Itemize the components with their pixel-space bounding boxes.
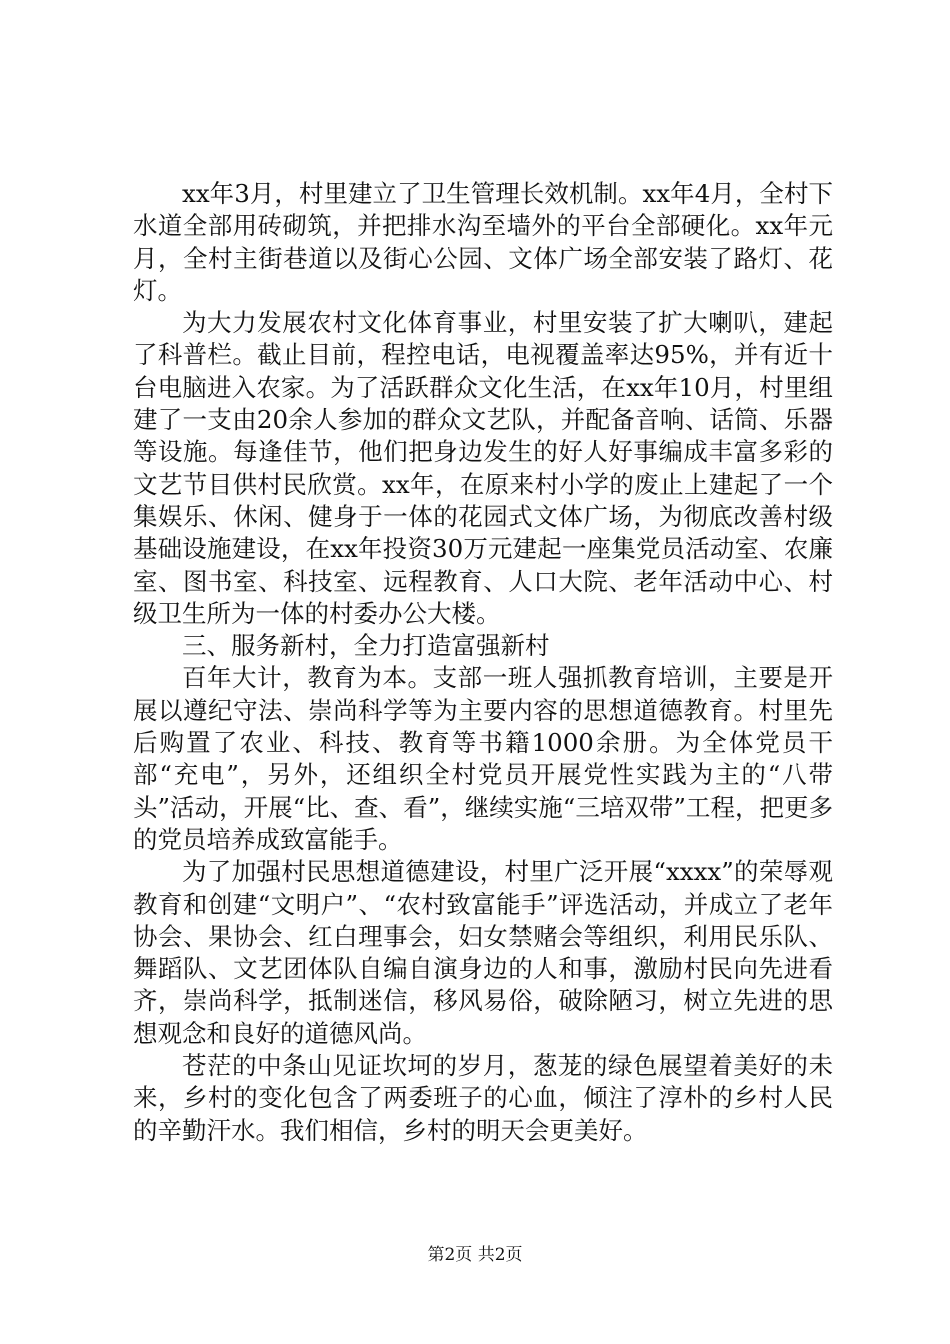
- paragraph-education: 百年大计，教育为本。支部一班人强抓教育培训，主要是开展以遵纪守法、崇尚科学等为主要内容的思想道德教育。村里先后购置了农业、科技、教育等书籍1000余册。为全体党员干部“充电”，另外，还组织全村党员开展党性实践为主的“八带头”活动，开展“比、查、看”，继续实施“三培双带”工程，把更多的党员培养成致富能手。: [133, 663, 833, 854]
- paragraph-sanitation: xx年3月，村里建立了卫生管理长效机制。xx年4月，全村下水道全部用砖砌筑，并把排水沟至墙外的平台全部硬化。xx年元月，全村主街巷道以及街心公园、文体广场全部安装了路灯、花灯。: [133, 179, 833, 305]
- page-number-label: 第2页 共2页: [427, 1245, 523, 1265]
- section-heading-3: 三、服务新村，全力打造富强新村: [182, 631, 550, 661]
- document-body: [133, 178, 833, 1147]
- paragraph-moral-building: 为了加强村民思想道德建设，村里广泛开展“xxxx”的荣辱观教育和创建“文明户”、“农村致富能手”评选活动，并成立了老年协会、果协会、红白理事会，妇女禁赌会等组织，利用民乐队、舞蹈队、文艺团体队自编自演身边的人和事，激励村民向先进看齐，崇尚科学，抵制迷信，移风易俗，破除陋习，树立先进的思想观念和良好的道德风尚。: [133, 857, 833, 1048]
- page-footer: [0, 1240, 950, 1265]
- paragraph-conclusion: 苍茫的中条山见证坎坷的岁月，葱茏的绿色展望着美好的未来，乡村的变化包含了两委班子的心血，倾注了淳朴的乡村人民的辛勤汗水。我们相信，乡村的明天会更美好。: [133, 1051, 833, 1145]
- paragraph-culture-sports: 为大力发展农村文化体育事业，村里安装了扩大喇叭，建起了科普栏。截止目前，程控电话，电视覆盖率达95%，并有近十台电脑进入农家。为了活跃群众文化生活，在xx年10月，村里组建了一支由20余人参加的群众文艺队，并配备音响、话筒、乐器等设施。每逢佳节，他们把身边发生的好人好事编成丰富多彩的文艺节目供村民欣赏。xx年，在原来村小学的废止上建起了一个集娱乐、休闲、健身于一体的花园式文体广场，为彻底改善村级基础设施建设，在xx年投资30万元建起一座集党员活动室、农廉室、图书室、科技室、远程教育、人口大院、老年活动中心、村级卫生所为一体的村委办公大楼。: [133, 308, 833, 628]
